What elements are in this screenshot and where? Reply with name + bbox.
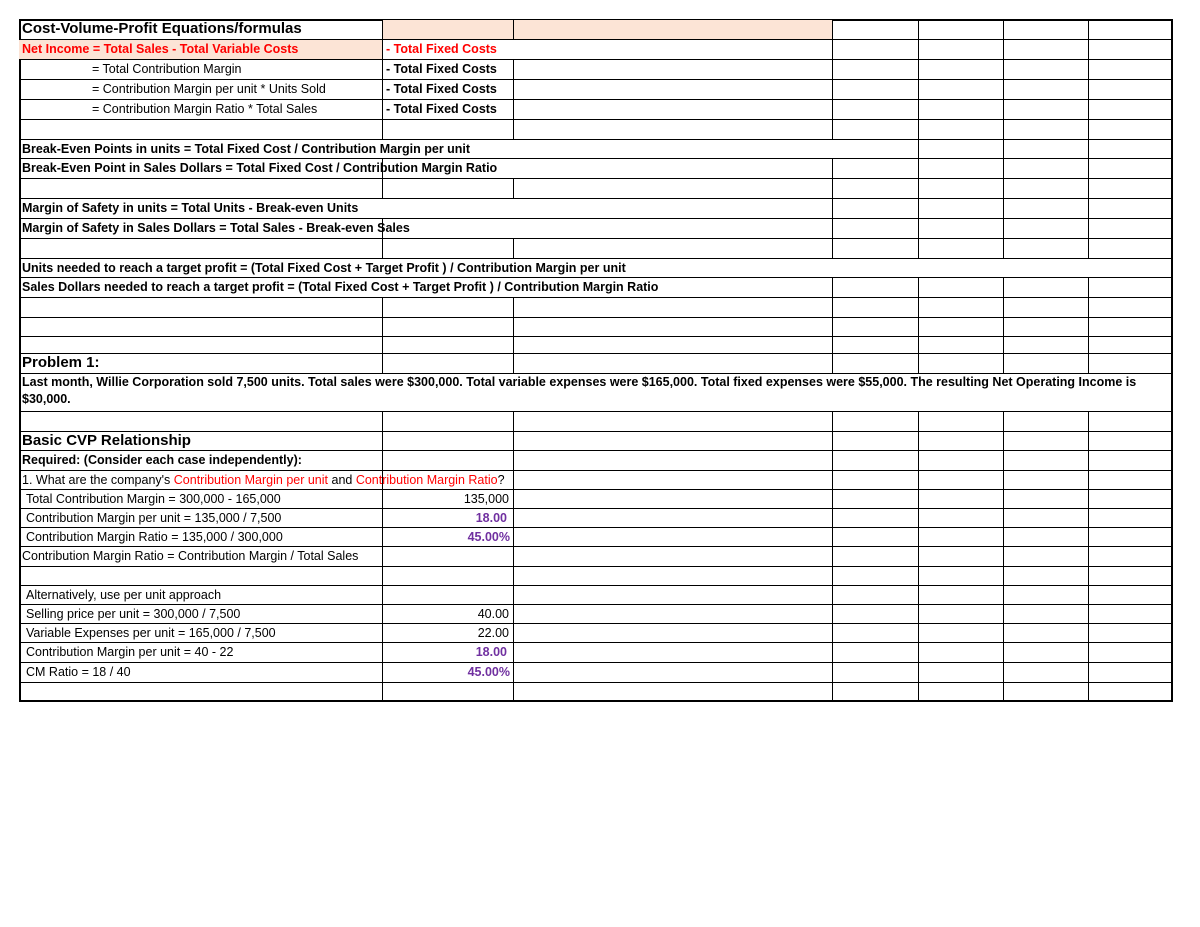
highlight-band <box>382 20 833 39</box>
row-value: 18.00 <box>475 511 507 525</box>
row-label: Variable Expenses per unit = 165,000 / 7,500 <box>26 626 276 640</box>
question-1-mark: ? <box>497 473 505 487</box>
grid-column-line <box>382 19 383 139</box>
grid-row-line <box>19 431 1173 432</box>
grid-row-line <box>19 411 1173 412</box>
grid-column-line <box>382 297 383 373</box>
row-label: Contribution Margin Ratio = 135,000 / 300,000 <box>26 530 283 544</box>
grid-column-line <box>918 19 919 258</box>
grid-row-line <box>19 353 1173 354</box>
grid-column-line <box>918 277 919 373</box>
sheet-title: Cost-Volume-Profit Equations/formulas <box>22 20 302 37</box>
grid-column-line <box>1088 19 1089 258</box>
formula-line-2: = Total Contribution Margin <box>92 62 242 76</box>
grid-column-line <box>832 277 833 373</box>
grid-column-line <box>1088 277 1089 373</box>
grid-column-line <box>513 19 514 39</box>
grid-row-line <box>19 178 1173 179</box>
break-even-dollars-formula: Break-Even Point in Sales Dollars = Total Fixed Cost / Contribution Margin Ratio <box>22 161 498 175</box>
problem-text: Last month, Willie Corporation sold 7,500 units. Total sales were $300,000. Total variable expenses were $165,000. Total fixed expenses were $55,000. The resulting Net Operating Income is $30,000. <box>22 375 1137 406</box>
grid-column-line <box>513 178 514 198</box>
grid-column-line <box>513 411 514 700</box>
formula-line-3-rhs: - Total Fixed Costs <box>386 82 497 96</box>
grid-column-line <box>832 19 833 139</box>
formula-line-2-rhs: - Total Fixed Costs <box>386 62 497 76</box>
question-1-cm-unit: Contribution Margin per unit <box>173 473 329 487</box>
row-value: 22.00 <box>477 626 509 640</box>
question-1 <box>22 470 505 490</box>
grid-row-line <box>19 566 1173 567</box>
grid-column-line <box>918 411 919 700</box>
grid-column-line <box>1003 277 1004 373</box>
grid-row-line <box>19 238 1173 239</box>
row-value: 18.00 <box>475 645 507 659</box>
problem-heading: Problem 1: <box>22 354 100 371</box>
grid-column-line <box>513 238 514 258</box>
row-value: 135,000 <box>463 492 509 506</box>
row-label: Total Contribution Margin = 300,000 - 165,000 <box>26 492 281 506</box>
row-label: Contribution Margin Ratio = Contribution Margin / Total Sales <box>22 549 359 563</box>
row-value: 40.00 <box>477 607 509 621</box>
margin-safety-dollars-formula: Margin of Safety in Sales Dollars = Total Sales - Break-even Sales <box>22 221 410 235</box>
required-label: Required: (Consider each case independently): <box>22 453 302 467</box>
question-1-text: 1. What are the company's <box>22 473 174 487</box>
alt-heading: Alternatively, use per unit approach <box>26 588 222 602</box>
formula-line-4-rhs: - Total Fixed Costs <box>386 102 497 116</box>
grid-column-line <box>513 297 514 373</box>
net-income-fixed-costs: - Total Fixed Costs <box>386 42 497 56</box>
question-1-and: and <box>328 473 356 487</box>
question-1-cm-ratio: Contribution Margin Ratio <box>355 473 498 487</box>
row-label: Contribution Margin per unit = 40 - 22 <box>26 645 234 659</box>
grid-row-line <box>19 317 1173 318</box>
grid-column-line <box>513 59 514 139</box>
grid-column-line <box>1003 19 1004 258</box>
row-label: Contribution Margin per unit = 135,000 / 7,500 <box>26 511 282 525</box>
row-value: 45.00% <box>467 665 510 679</box>
grid-row-line <box>19 119 1173 120</box>
target-dollars-formula: Sales Dollars needed to reach a target profit = (Total Fixed Cost + Target Profit ) / Contribution Margin Ratio <box>22 280 659 294</box>
row-value: 45.00% <box>467 530 510 544</box>
grid-column-line <box>1003 411 1004 700</box>
grid-row-line <box>19 336 1173 337</box>
margin-safety-units-formula: Margin of Safety in units = Total Units - Break-even Units <box>22 201 359 215</box>
grid-column-line <box>832 158 833 258</box>
net-income-formula: Net Income = Total Sales - Total Variable Costs <box>22 42 299 56</box>
formula-line-4: = Contribution Margin Ratio * Total Sales <box>92 102 318 116</box>
target-units-formula: Units needed to reach a target profit = (Total Fixed Cost + Target Profit ) / Contribution Margin per unit <box>22 261 626 275</box>
grid-row-line <box>19 682 1173 683</box>
grid-row-line <box>19 297 1173 298</box>
row-label: CM Ratio = 18 / 40 <box>26 665 131 679</box>
formula-line-3: = Contribution Margin per unit * Units Sold <box>92 82 326 96</box>
row-label: Selling price per unit = 300,000 / 7,500 <box>26 607 241 621</box>
grid-column-line <box>832 411 833 700</box>
basic-cvp-heading: Basic CVP Relationship <box>22 432 191 449</box>
grid-column-line <box>1088 411 1089 700</box>
grid-row-line <box>19 662 1173 663</box>
break-even-units-formula: Break-Even Points in units = Total Fixed Cost / Contribution Margin per unit <box>22 142 471 156</box>
